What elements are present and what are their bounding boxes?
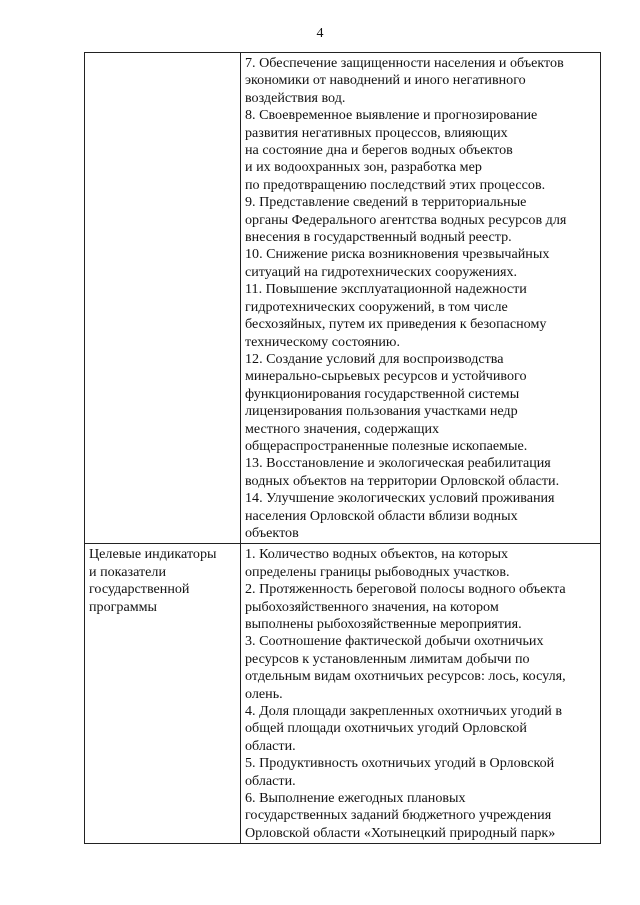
content-line: функционирования государственной системы: [245, 385, 520, 402]
page-number: 4: [316, 26, 324, 41]
content-line: общераспространенные полезные ископаемые.: [245, 437, 528, 454]
content-line: водных объектов на территории Орловской области.: [245, 472, 560, 489]
label-line: Целевые индикаторы: [89, 546, 217, 563]
content-line: Орловской области «Хотынецкий природный парк»: [245, 824, 556, 841]
content-line: 3. Соотношение фактической добычи охотничьих: [245, 633, 544, 650]
content-line: объектов: [245, 524, 299, 541]
content-line: 5. Продуктивность охотничьих угодий в Орловской: [245, 755, 555, 772]
content-line: 9. Представление сведений в территориальные: [245, 194, 527, 211]
row-label-cell: [85, 53, 241, 544]
content-line: техническому состоянию.: [245, 333, 400, 350]
content-line: гидротехнических сооружений, в том числе: [245, 298, 508, 315]
content-line: ситуаций на гидротехнических сооружениях.: [245, 263, 518, 280]
content-line: развития негативных процессов, влияющих: [245, 124, 508, 141]
content-line: по предотвращению последствий этих процессов.: [245, 176, 546, 193]
content-line: местного значения, содержащих: [245, 420, 440, 437]
label-line: программы: [89, 598, 158, 615]
row-label-cell: [85, 544, 241, 844]
content-line: олень.: [245, 685, 283, 702]
content-line: воздействия вод.: [245, 89, 346, 106]
content-line: 6. Выполнение ежегодных плановых: [245, 790, 466, 807]
content-line: 2. Протяженность береговой полосы водного объекта: [245, 581, 566, 598]
content-line: определены границы рыбоводных участков.: [245, 563, 510, 580]
content-line: ресурсов к установленным лимитам добычи по: [245, 650, 530, 667]
content-line: общей площади охотничьих угодий Орловской: [245, 720, 527, 737]
table-body: [85, 53, 601, 844]
content-line: 13. Восстановление и экологическая реабилитация: [245, 455, 551, 472]
content-line: бесхозяйных, путем их приведения к безопасному: [245, 316, 547, 333]
content-line: экономики от наводнений и иного негативного: [245, 72, 526, 89]
content-line: 11. Повышение эксплуатационной надежности: [245, 281, 527, 298]
content-line: органы Федерального агентства водных ресурсов для: [245, 211, 567, 228]
content-line: 14. Улучшение экологических условий проживания: [245, 490, 555, 507]
content-line: 10. Снижение риска возникновения чрезвычайных: [245, 246, 550, 263]
content-line: и их водоохранных зон, разработка мер: [245, 159, 482, 176]
label-line: государственной: [89, 581, 190, 598]
table-row: [85, 53, 601, 544]
content-line: выполнены рыбохозяйственные мероприятия.: [245, 616, 522, 632]
row-content-cell: [241, 53, 601, 544]
content-line: 8. Своевременное выявление и прогнозирование: [245, 107, 538, 124]
program-passport-table: [84, 52, 601, 844]
content-line: минерально-сырьевых ресурсов и устойчивого: [245, 368, 527, 385]
content-line: области.: [245, 737, 296, 754]
content-line: 12. Создание условий для воспроизводства: [245, 350, 504, 367]
content-line: 1. Количество водных объектов, на которых: [245, 546, 509, 563]
content-line: внесения в государственный водный реестр.: [245, 229, 512, 246]
label-line: и показатели: [89, 563, 166, 580]
content-line: на состояние дна и берегов водных объектов: [245, 142, 513, 159]
content-line: 7. Обеспечение защищенности населения и объектов: [245, 55, 564, 71]
content-line: лицензирования пользования участками недр: [245, 403, 518, 420]
row-content-cell: [241, 544, 601, 844]
content-line: рыбохозяйственного значения, на котором: [245, 598, 499, 615]
content-line: населения Орловской области вблизи водных: [245, 507, 518, 524]
content-line: государственных заданий бюджетного учреждения: [245, 807, 552, 824]
content-line: отдельным видам охотничьих ресурсов: лось, косуля,: [245, 668, 566, 685]
content-line: 4. Доля площади закрепленных охотничьих угодий в: [245, 703, 562, 720]
content-line: области.: [245, 772, 296, 789]
table-row: [85, 544, 601, 844]
